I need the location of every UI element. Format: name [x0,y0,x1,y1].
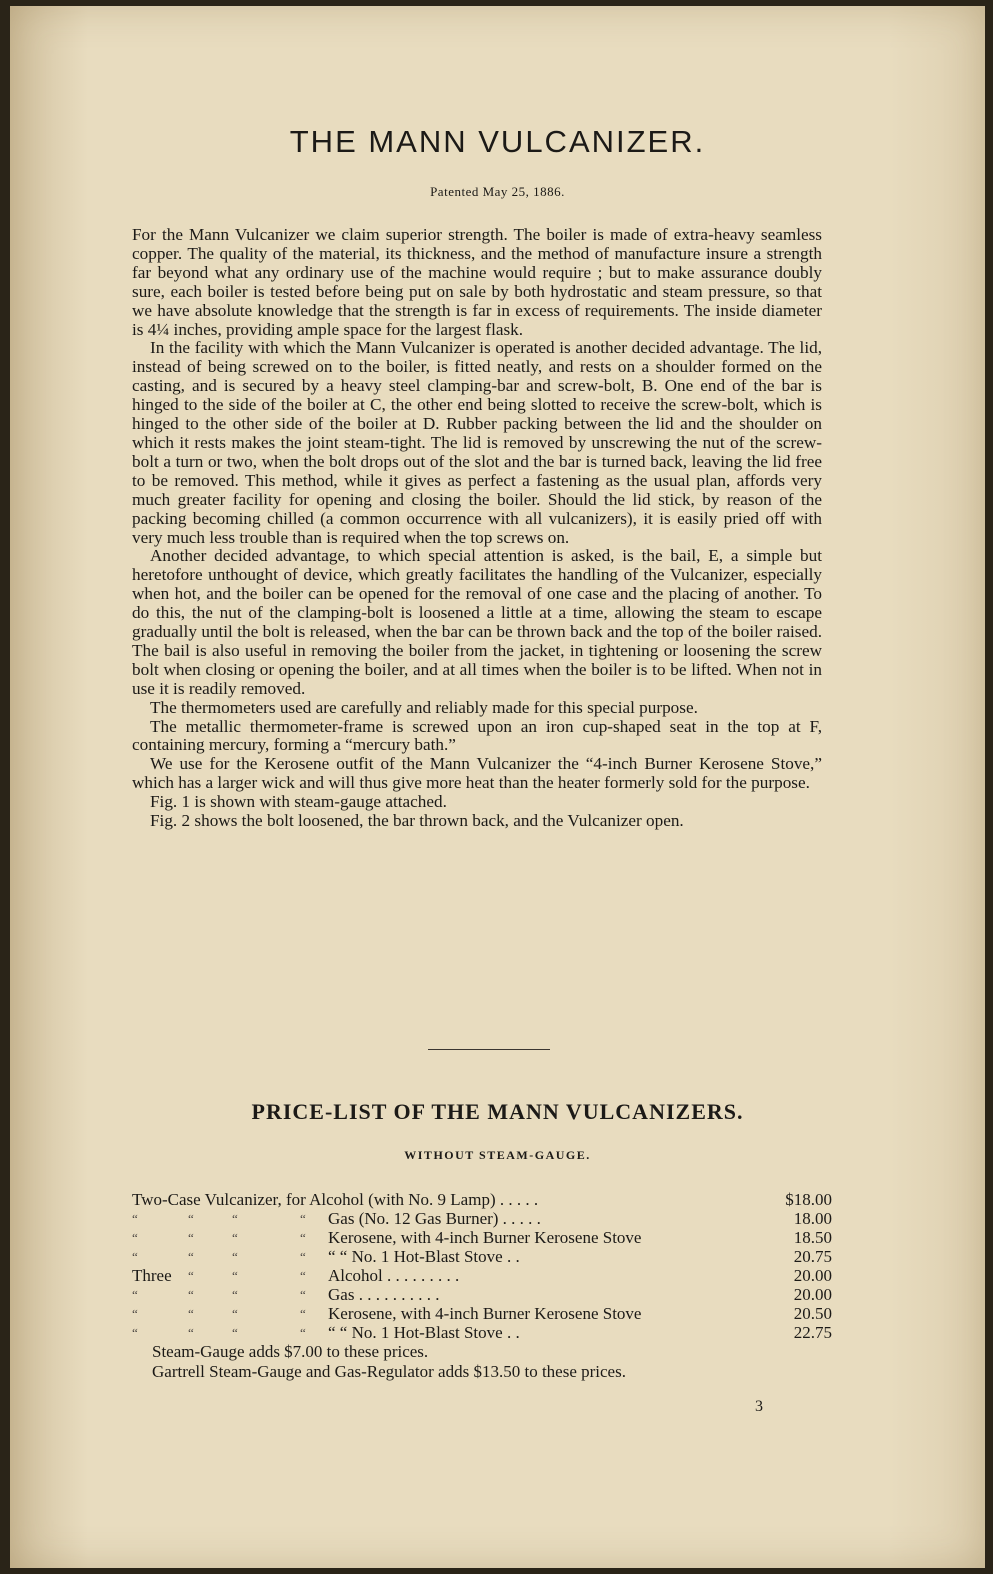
price-row-description: Kerosene, with 4-inch Burner Kerosene Stove [328,1228,642,1247]
price-row-price: $18.00 [785,1190,832,1209]
paragraph: We use for the Kerosene outfit of the Mann Vulcanizer the “4-inch Burner Kerosene Stove,” which has a larger wick and will thus give more heat than the heater formerly sold for the purpose. [132,754,822,793]
ditto-mark: “ [300,1306,306,1321]
paragraph: Fig. 1 is shown with steam-gauge attached. [150,792,447,812]
price-row-description: Gas . . . . . . . . . . [328,1285,440,1304]
ditto-mark: “ [132,1230,138,1245]
price-list-subtitle: WITHOUT STEAM-GAUGE. [404,1148,591,1162]
ditto-mark: “ [232,1230,238,1245]
page-number: 3 [755,1398,763,1415]
price-row-description: Two-Case Vulcanizer, for Alcohol (with No. 9 Lamp) . . . . . [132,1190,539,1209]
ditto-mark: “ [188,1268,194,1283]
ditto-mark: “ [132,1325,138,1340]
price-row [132,1285,832,1304]
ditto-mark: “ [188,1249,194,1264]
page-title: THE MANN VULCANIZER. [289,124,706,159]
price-row-price: 20.00 [793,1285,832,1304]
ditto-mark: “ [232,1287,238,1302]
ditto-mark: “ [188,1230,194,1245]
ditto-mark: “ [300,1287,306,1302]
price-row-price: 20.00 [793,1266,832,1285]
ditto-mark: “ [188,1325,194,1340]
price-row [132,1190,832,1209]
document-page [10,6,985,1568]
ditto-mark: “ [232,1325,238,1340]
body-text [132,226,822,831]
ditto-mark: “ [300,1230,306,1245]
price-row-description: “ “ No. 1 Hot-Blast Stove . . [328,1247,520,1266]
price-list-title: PRICE-LIST OF THE MANN VULCANIZERS. [251,1099,744,1124]
ditto-mark: “ [232,1249,238,1264]
price-list [132,1190,832,1382]
price-row-description: Kerosene, with 4-inch Burner Kerosene Stove [328,1304,642,1323]
price-note: Steam-Gauge adds $7.00 to these prices. [152,1342,429,1361]
patent-date: Patented May 25, 1886. [430,184,565,199]
ditto-mark: “ [232,1268,238,1283]
price-row-price: 18.50 [793,1228,832,1247]
paragraph: In the facility with which the Mann Vulcanizer is operated is another decided advantage. The lid, instead of being screwed on to the boiler, is fitted neatly, and rests on a shoulder formed on the casting, and is secured by a heavy steel clamping-bar and screw-bolt, B. One end of the bar is hinged to the side of the boiler at C, the other end being slotted to receive the screw-bolt, which is hinged to the other side of the boiler at D. Rubber packing between the lid and the shoulder on which it rests makes the joint steam-tight. The lid is removed by unscrewing the nut of the screw-bolt a turn or two, when the bolt drops out of the slot and the bar is turned back, leaving the lid free to be removed. This method, while it gives as perfect a fastening as the usual plan, affords very much greater facility for opening and closing the boiler. Should the lid stick, by reason of the packing becoming chilled (a common occurrence with all vulcanizers), it is easily pried off with very much less trouble than is required when the top screws on. [132,338,822,547]
section-divider [428,1049,550,1050]
ditto-mark: “ [132,1306,138,1321]
price-row-description: Gas (No. 12 Gas Burner) . . . . . [328,1209,541,1228]
paragraph: The thermometers used are carefully and reliably made for this special purpose. [150,697,698,717]
ditto-mark: “ [232,1306,238,1321]
ditto-mark: “ [300,1211,306,1226]
price-row-price: 22.75 [793,1323,832,1342]
paragraph: Fig. 2 shows the bolt loosened, the bar thrown back, and the Vulcanizer open. [150,811,684,831]
paragraph: The metallic thermometer-frame is screwed upon an iron cup-shaped seat in the top at F, containing mercury, forming a “mercury bath.” [132,716,822,755]
ditto-mark: “ [188,1211,194,1226]
price-row [132,1247,832,1266]
ditto-mark: “ [188,1306,194,1321]
price-row [132,1209,832,1228]
ditto-mark: “ [300,1268,306,1283]
price-row-price: 18.00 [793,1209,832,1228]
ditto-mark: “ [132,1287,138,1302]
price-row [132,1304,832,1323]
ditto-mark: “ [132,1211,138,1226]
ditto-mark: “ [300,1325,306,1340]
price-row-description: “ “ No. 1 Hot-Blast Stove . . [328,1323,520,1342]
price-row-price: 20.50 [793,1304,832,1323]
ditto-mark: “ [188,1287,194,1302]
row-label: Three [132,1266,172,1285]
price-note: Gartrell Steam-Gauge and Gas-Regulator adds $13.50 to these prices. [152,1362,626,1381]
price-row [132,1228,832,1247]
price-row-description: Alcohol . . . . . . . . . [328,1266,460,1285]
ditto-mark: “ [300,1249,306,1264]
price-row [132,1323,832,1342]
ditto-mark: “ [232,1211,238,1226]
price-row [132,1266,832,1285]
ditto-mark: “ [132,1249,138,1264]
price-row-price: 20.75 [793,1247,832,1266]
paragraph: For the Mann Vulcanizer we claim superior strength. The boiler is made of extra-heavy seamless copper. The quality of the material, its thickness, and the method of manufacture insure a strength far beyond what any ordinary use of the machine would require ; but to make assurance doubly sure, each boiler is tested before being put on sale by both hydrostatic and steam pressure, so that we have absolute knowledge that the strength is far in excess of requirements. The inside diameter is 4¼ inches, providing ample space for the largest flask. [132,225,822,339]
paragraph: Another decided advantage, to which special attention is asked, is the bail, E, a simple but heretofore unthought of device, which greatly facilitates the handling of the Vulcanizer, especially when hot, and the boiler can be opened for the removal of one case and the placing of another. To do this, the nut of the clamping-bolt is loosened a little at a time, allowing the steam to escape gradually until the bolt is released, when the bar can be thrown back and the top of the boiler raised. The bail is also useful in removing the boiler from the jacket, in tightening or loosening the screw bolt when closing or opening the boiler, and at all times when the boiler is to be lifted. When not in use it is readily removed. [132,546,822,698]
